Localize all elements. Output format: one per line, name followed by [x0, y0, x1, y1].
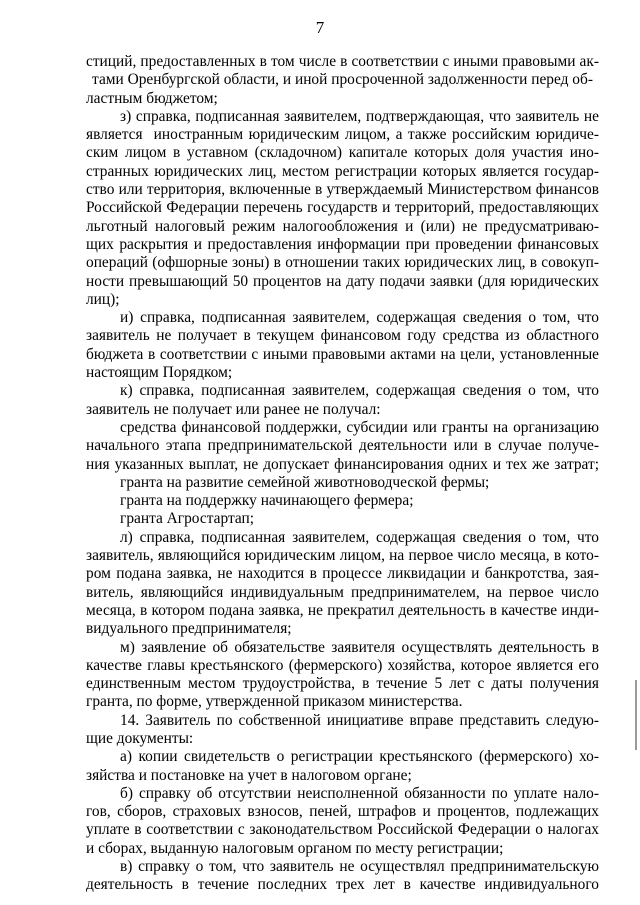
text-line: к) справка, подписанная заявителем, содержащая сведения о том, что	[120, 382, 599, 400]
text-line: з) справка, подписанная заявителем, подтверждающая, что заявитель не	[120, 107, 599, 125]
text-line: ским лицом в уставном (складочном) капитале которых доля участия ино-	[86, 144, 599, 162]
text-line: в) справку о том, что заявитель не осуществлял предпринимательскую	[120, 858, 599, 876]
text-line: качестве главы крестьянского (фермерского) хозяйства, которое является его	[86, 656, 599, 674]
text-line: ром подана заявка, не находится в процессе ликвидации и банкротства, зая-	[86, 565, 599, 583]
text-line: начального этапа предпринимательской деятельности или в случае получе-	[86, 437, 599, 455]
text-line: а) копии свидетельств о регистрации крестьянского (фермерского) хо-	[120, 748, 599, 766]
text-line: видуального предпринимателя;	[86, 620, 292, 638]
text-line: стиций, предоставленных в том числе в соответствии с иными правовыми ак-	[86, 53, 599, 70]
text-line: месяца, в котором подана заявка, не прекратил деятельность в качестве инди-	[86, 601, 599, 619]
text-line: тами Оренбургской области, и иной просроченной задолженности перед об-	[92, 71, 593, 89]
text-line: гранта, по форме, утвержденной приказом министерства.	[86, 693, 463, 711]
text-line: средства финансовой поддержки, субсидии или гранты на организацию	[120, 418, 599, 436]
text-line: деятельность в течение последних трех лет в качестве индивидуального	[86, 876, 599, 894]
text-line: льготный налоговый режим налогообложения и (или) не предусматриваю-	[86, 217, 599, 235]
text-line: щих раскрытия и предоставления информации при проведении финансовых	[86, 235, 599, 253]
text-line: гов, сборов, страховых взносов, пеней, штрафов и процентов, подлежащих	[86, 803, 599, 821]
text-line: настоящим Порядком;	[86, 364, 233, 382]
scan-edge-mark	[635, 680, 637, 750]
text-line: заявитель, являющийся юридическим лицом, на первое число месяца, в кото-	[86, 547, 599, 565]
text-line: ластным бюджетом;	[86, 89, 218, 107]
text-line: ния указанных выплат, не допускает финансирования одних и тех же затрат;	[86, 455, 599, 473]
page-number: 7	[315, 18, 325, 37]
text-line: является иностранным юридическим лицом, а также российским юридиче-	[86, 126, 599, 144]
text-line: и) справка, подписанная заявителем, содержащая сведения о том, что	[120, 309, 599, 327]
text-line: гранта Агростартап;	[120, 510, 254, 528]
text-line: операций (офшорные зоны) в отношении таких юридических лиц, в совокуп-	[86, 254, 599, 272]
text-line: Российской Федерации перечень государств и территорий, предоставляющих	[86, 199, 599, 217]
text-line: ство или территория, включенные в утверждаемый Министерством финансов	[86, 181, 599, 199]
text-line: витель, являющийся индивидуальным предпринимателем, на первое число	[86, 583, 599, 601]
text-line: л) справка, подписанная заявителем, содержащая сведения о том, что	[120, 528, 599, 546]
document-body	[86, 53, 599, 895]
text-line: гранта на развитие семейной животноводческой фермы;	[120, 473, 490, 491]
text-line: странных юридических лиц, местом регистрации которых является государ-	[86, 162, 599, 180]
text-line: зяйства и постановке на учет в налоговом органе;	[86, 766, 412, 784]
text-line: 14. Заявитель по собственной инициативе вправе представить следую-	[120, 711, 599, 729]
text-line: бюджета в соответствии с иными правовыми актами на цели, установленные	[86, 345, 599, 363]
text-line: заявитель не получает в текущем финансовом году средства из областного	[86, 327, 599, 345]
text-line: б) справку об отсутствии неисполненной обязанности по уплате нало-	[120, 784, 599, 802]
text-line: лиц);	[86, 290, 120, 308]
text-line: ности превышающий 50 процентов на дату подачи заявки (для юридических	[86, 272, 599, 290]
text-line: щие документы:	[86, 729, 194, 747]
text-line: заявитель не получает или ранее не получал:	[86, 400, 381, 418]
text-line: уплате в соответствии с законодательством Российской Федерации о налогах	[86, 821, 599, 839]
text-line: м) заявление об обязательстве заявителя осуществлять деятельность в	[120, 638, 599, 656]
text-line: гранта на поддержку начинающего фермера;	[120, 492, 414, 510]
text-line: и сборах, выданную налоговым органом по месту регистрации;	[86, 839, 504, 857]
text-line: единственным местом трудоустройства, в течение 5 лет с даты получения	[86, 675, 599, 693]
